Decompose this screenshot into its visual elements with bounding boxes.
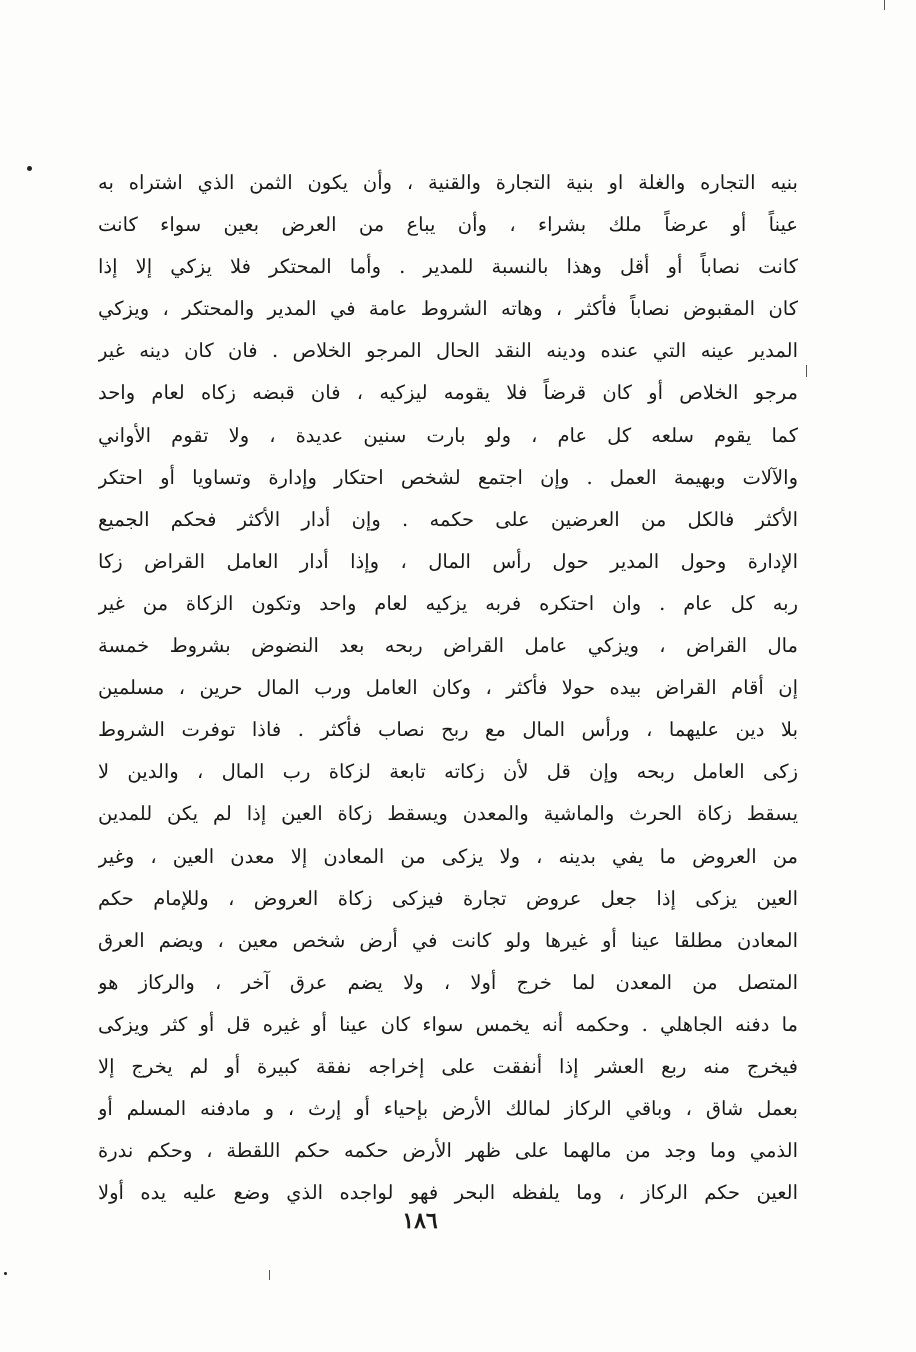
ink-speck	[4, 1272, 7, 1275]
text-line: إن أقام القراض بيده حولا فأكثر ، وكان العامل ورب المال حرين ، مسلمين	[98, 676, 798, 700]
text-line: عيناً أو عرضاً ملك بشراء ، وأن يباع من العرض بعين سواء كانت	[98, 213, 798, 237]
page-number: ١٨٦	[402, 1208, 438, 1234]
body-text	[98, 162, 798, 1214]
text-line: ربه كل عام . وان احتكره فربه يزكيه لعام واحد وتكون الزكاة من غير	[98, 591, 798, 615]
text-line: مرجو الخلاص أو كان قرضاً فلا يقومه ليزكيه ، فان قبضه زكاه لعام واحد	[98, 381, 798, 405]
text-line: الإدارة وحول المدير حول رأس المال ، وإذا أدار العامل القراض زكا	[98, 549, 798, 573]
text-line: المتصل من المعدن لما خرج أولا ، ولا يضم عرق آخر ، والركاز هو	[98, 970, 798, 994]
scan-mark	[884, 0, 885, 10]
text-line: بنيه التجاره والغلة او بنية التجارة والقنية ، وأن يكون الثمن الذي اشتراه به	[98, 171, 798, 194]
text-line: بلا دين عليهما ، ورأس المال مع ربح نصاب فأكثر . فاذا توفرت الشروط	[98, 718, 798, 742]
text-line: والآلات وبهيمة العمل . وإن اجتمع لشخص احتكار وإدارة وتساويا أو احتكر	[98, 465, 798, 489]
text-line: فيخرج منه ربع العشر إذا أنفقت على إخراجه نفقة كبيرة أو لم يخرج إلا	[98, 1054, 798, 1078]
text-line: كانت نصاباً أو أقل وهذا بالنسبة للمدير . وأما المحتكر فلا يزكي إلا إذا	[98, 255, 798, 279]
text-line: المعادن مطلقا عينا أو غيرها ولو كانت في أرض شخص معين ، ويضم العرق	[98, 928, 798, 952]
text-line: المدير عينه التي عنده ودينه النقد الحال المرجو الخلاص . فان كان دينه غير	[98, 339, 798, 363]
text-line: الذمي وما وجد من مالهما على ظهر الأرض حكمه حكم اللقطة ، وحكم ندرة	[98, 1139, 798, 1163]
text-line: العين حكم الركاز ، وما يلفظه البحر فهو لواجده الذي وضع عليه يده أولا	[98, 1181, 798, 1205]
text-line: من العروض ما يفي بدينه ، ولا يزكى من المعادن إلا معدن العين ، وغير	[98, 844, 798, 868]
text-line: ما دفنه الجاهلي . وحكمه أنه يخمس سواء كان عينا أو غيره قل أو كثر ويزكى	[98, 1012, 798, 1036]
ink-speck	[27, 166, 32, 171]
text-line: كما يقوم سلعه كل عام ، ولو بارت سنين عديدة ، ولا تقوم الأواني	[98, 423, 798, 447]
text-line: زكى العامل ربحه وإن قل لأن زكاته تابعة لزكاة رب المال ، والدين لا	[98, 760, 798, 784]
text-line: يسقط زكاة الحرث والماشية والمعدن ويسقط زكاة العين إذا لم يكن للمدين	[98, 802, 798, 826]
scan-mark	[806, 365, 807, 377]
text-line: الأكثر فالكل من العرضين على حكمه . وإن أدار الأكثر فحكم الجميع	[98, 507, 798, 531]
text-line: مال القراض ، ويزكي عامل القراض ربحه بعد النضوض بشروط خمسة	[98, 634, 798, 658]
text-line: العين يزكى إذا جعل عروض تجارة فيزكى زكاة العروض ، وللإمام حكم	[98, 886, 798, 910]
text-line: بعمل شاق ، وباقي الركاز لمالك الأرض بإحياء أو إرث ، و مادفنه المسلم أو	[98, 1097, 798, 1121]
scan-mark	[269, 1270, 270, 1280]
text-line: كان المقبوض نصاباً فأكثر ، وهاته الشروط عامة في المدير والمحتكر ، ويزكي	[98, 297, 798, 321]
